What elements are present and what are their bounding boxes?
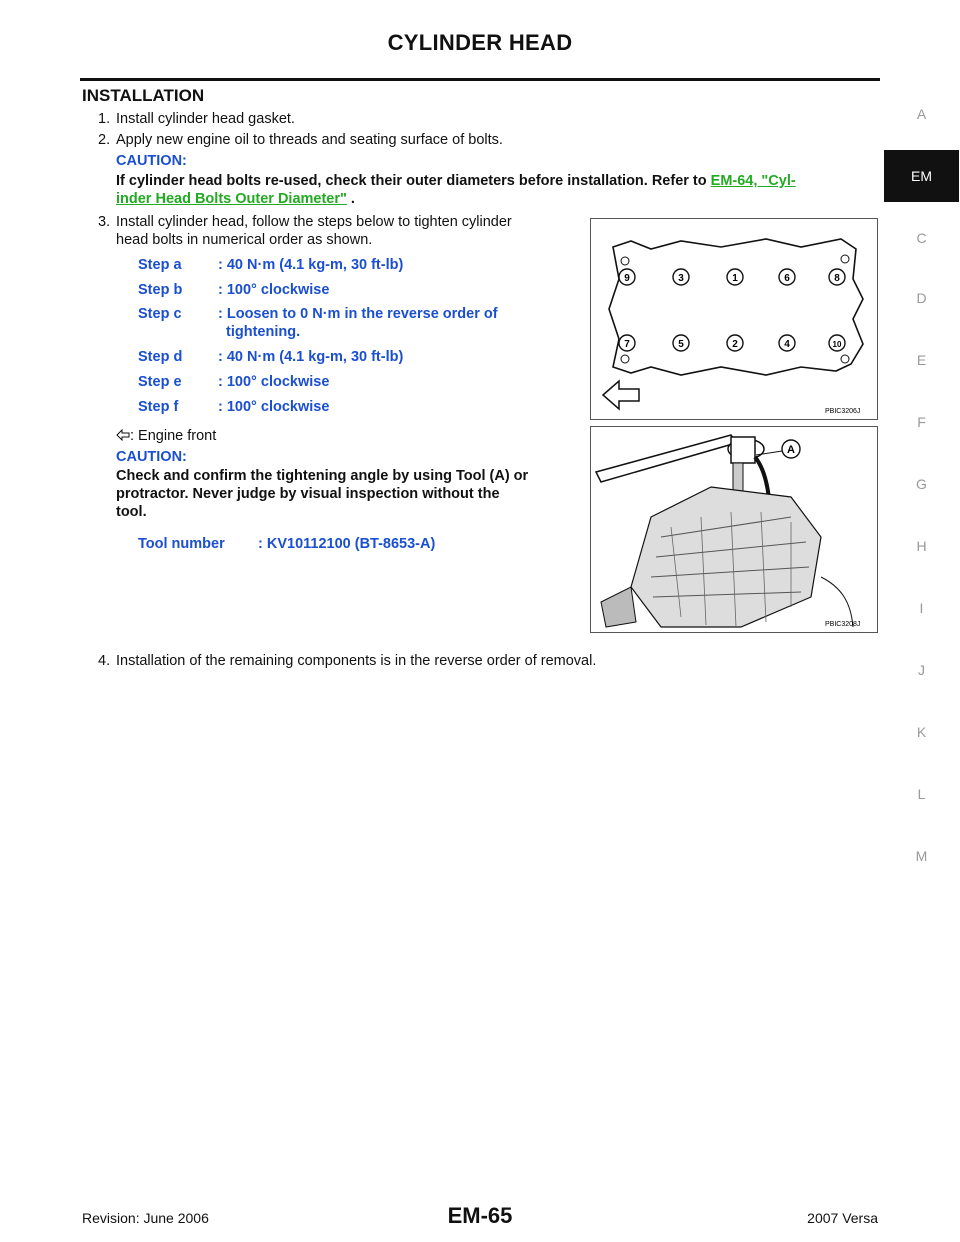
reference-link-em64-cont[interactable]: inder Head Bolts Outer Diameter": [116, 191, 347, 207]
spec-step-c: [138, 305, 498, 323]
bolt-order-figure: [590, 218, 878, 420]
bolt-label: 1: [732, 273, 738, 284]
engine-front-arrow-icon: [603, 381, 639, 409]
caution-2-line3: tool.: [116, 504, 147, 520]
spec-step-a: [138, 256, 403, 274]
caution-2-line1: Check and confirm the tightening angle by using Tool (A) or: [116, 468, 529, 484]
spec-key: Step f: [138, 399, 179, 415]
reference-link-em64[interactable]: EM-64, "Cyl-: [710, 173, 796, 189]
caution-label-1: CAUTION:: [116, 153, 187, 169]
tool-number: [138, 535, 435, 553]
bolt-label: 5: [678, 339, 684, 350]
page-title: CYLINDER HEAD: [387, 30, 573, 55]
tab-e[interactable]: E: [916, 352, 927, 368]
spec-value: : 100° clockwise: [218, 282, 330, 298]
engine-front-text: : Engine front: [130, 428, 217, 444]
footer-revision: Revision: June 2006: [82, 1210, 209, 1226]
caution-1-end: .: [346, 191, 355, 207]
tool-number-value: : KV10112100 (BT-8653-A): [258, 536, 436, 552]
tab-i[interactable]: I: [919, 600, 924, 616]
bolt-label: 9: [624, 273, 630, 284]
title-divider: [80, 78, 880, 81]
page-number: EM-65: [447, 1203, 513, 1228]
bolt-label: 4: [784, 339, 790, 350]
step-1: [98, 110, 578, 128]
spec-step-b: [138, 281, 329, 299]
step-2-text: Apply new engine oil to threads and seating surface of bolts.: [116, 132, 503, 148]
angle-wrench-figure: [590, 426, 878, 633]
engine-front-legend: [116, 427, 216, 445]
spec-value: : Loosen to 0 N·m in the reverse order of: [218, 306, 498, 322]
bottom-bolt-row: [619, 335, 845, 351]
engine-front-arrow-icon: [116, 429, 130, 441]
step-4: [98, 652, 858, 670]
tab-k[interactable]: K: [916, 724, 927, 740]
step-3-number: 3.: [98, 214, 111, 230]
step-3-line2: head bolts in numerical order as shown.: [116, 232, 373, 248]
bolt-label: 3: [678, 273, 684, 284]
cylinder-head-outline-diagram: [591, 219, 877, 419]
caution-1-text: If cylinder head bolts re-used, check their outer diameters before installation. Refer to: [116, 173, 711, 189]
step-4-text: Installation of the remaining components is in the reverse order of removal.: [116, 653, 597, 669]
caution-text-1: [116, 172, 881, 190]
step-4-number: 4.: [98, 653, 111, 669]
tool-callout-label: A: [787, 444, 795, 456]
spec-value: : 40 N·m (4.1 kg-m, 30 ft-lb): [218, 257, 404, 273]
tab-h[interactable]: H: [916, 538, 927, 554]
bolt-label: 8: [834, 273, 840, 284]
bolt-label: 2: [732, 339, 738, 350]
caution-label-2: CAUTION:: [116, 449, 187, 465]
figure-code: PBIC3206J: [825, 408, 861, 415]
tool-number-key: Tool number: [138, 536, 225, 552]
tab-j[interactable]: J: [918, 662, 925, 678]
tab-m[interactable]: M: [915, 848, 928, 864]
step-2: [98, 131, 858, 149]
section-heading: INSTALLATION: [82, 86, 205, 105]
spec-key: Step a: [138, 257, 182, 273]
tab-d[interactable]: D: [916, 290, 927, 306]
figure-code: PBIC3208J: [825, 621, 861, 628]
tab-f[interactable]: F: [917, 414, 926, 430]
spec-value: : 100° clockwise: [218, 399, 330, 415]
tab-em[interactable]: EM: [884, 150, 959, 202]
caution-text-1-line2: [116, 190, 355, 208]
engine-tool-illustration: [591, 427, 877, 632]
step-3-line1: Install cylinder head, follow the steps below to tighten cylinder: [116, 214, 512, 230]
spec-key: Step b: [138, 282, 183, 298]
spec-step-f: [138, 398, 329, 416]
bolt-label: 7: [624, 339, 630, 350]
step-2-number: 2.: [98, 132, 111, 148]
step-3: [98, 213, 580, 231]
spec-step-d: [138, 348, 403, 366]
top-bolt-row: [619, 269, 845, 285]
spec-value: : 40 N·m (4.1 kg-m, 30 ft-lb): [218, 349, 404, 365]
step-1-number: 1.: [98, 111, 111, 127]
caution-2-line2: protractor. Never judge by visual inspection without the: [116, 486, 500, 502]
spec-key: Step e: [138, 374, 182, 390]
spec-key: Step d: [138, 349, 183, 365]
bolt-label: 10: [832, 340, 842, 349]
footer-model: 2007 Versa: [807, 1210, 878, 1226]
tab-a[interactable]: A: [916, 106, 927, 122]
spec-key: Step c: [138, 306, 182, 322]
tab-l[interactable]: L: [917, 786, 926, 802]
spec-value: : 100° clockwise: [218, 374, 330, 390]
bolt-label: 6: [784, 273, 790, 284]
spec-step-e: [138, 373, 329, 391]
spec-step-c-cont: tightening.: [226, 324, 301, 340]
step-1-text: Install cylinder head gasket.: [116, 111, 295, 127]
tab-c[interactable]: C: [916, 230, 927, 246]
tab-g[interactable]: G: [916, 476, 927, 492]
